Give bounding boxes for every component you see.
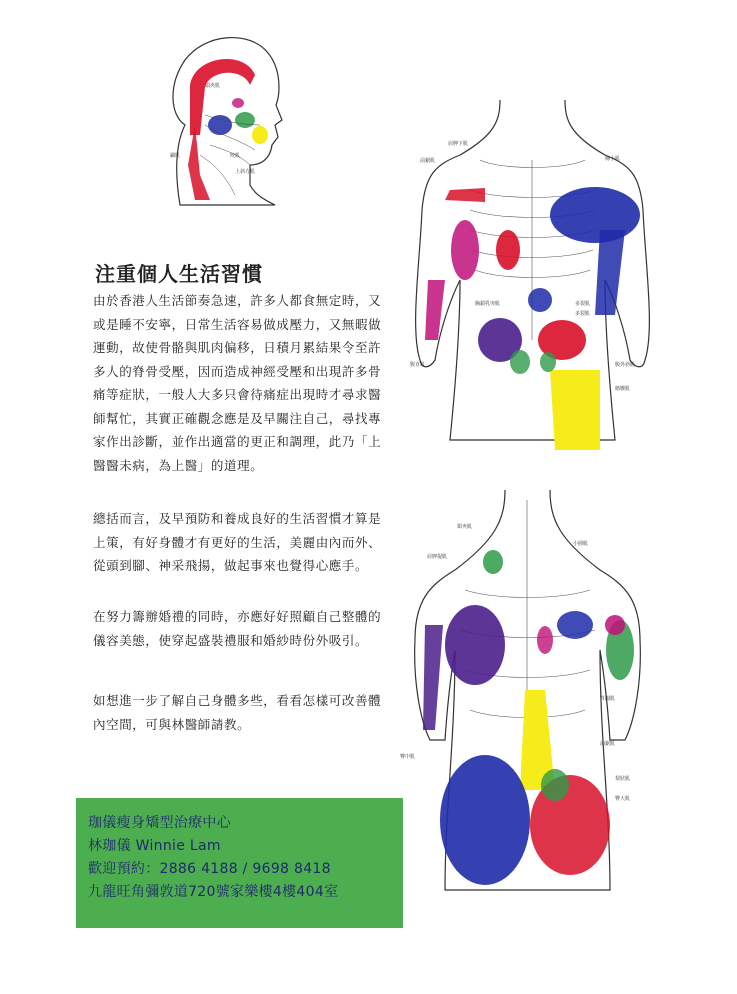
- front-label-4: 胸鎖乳突肌: [475, 301, 501, 307]
- article-paragraph: 總括而言，及早預防和養成良好的生活習慣才算是上策，有好身體才有更好的生活，美麗由內而外、從頭到腳、神采飛揚，做起事來也覺得心應手。: [93, 511, 382, 573]
- back-label-7: 梨狀肌: [615, 776, 631, 782]
- back-label-8: 臀大肌: [615, 796, 631, 802]
- contact-box: [76, 798, 403, 928]
- front-label-1: 肩胛下肌: [448, 141, 469, 147]
- article-paragraph: 由於香港人生活節奏急速，許多人都食無定時，又或是睡不安寧，日常生活容易做成壓力，又無暇做運動，故使骨骼與肌肉偏移，日積月累結果令至許多人的脊骨受壓，因而造成神經受壓和出現許多骨痛等症狀，一般人大多只會待痛症出現時才尋求醫師幫忙，其實正確觀念應是及早關注自己，尋找專家作出診斷，並作出適當的更正和調理，此乃「上醫醫未病，為上醫」的道理。: [93, 293, 382, 473]
- back-label-1: 頸夾肌: [457, 524, 473, 530]
- front-label-5: 多裂肌: [575, 301, 591, 307]
- head-label-2: 顳肌: [170, 153, 181, 159]
- back-torso-muscle-diagram: [385, 490, 670, 900]
- back-label-3: 小圓肌: [573, 541, 589, 547]
- head-label-1: 頭夾肌: [205, 83, 221, 89]
- back-label-6: 臀中肌: [400, 754, 416, 760]
- front-label-6: 腹直肌: [410, 362, 426, 368]
- head-muscle-diagram: [150, 25, 300, 210]
- back-label-4: 背闊肌: [600, 696, 616, 702]
- article-paragraph: 如想進一步了解自己身體多些，看看怎樣可改善體內空間，可與林醫師請教。: [93, 693, 382, 732]
- front-label-3: 胸小肌: [605, 156, 621, 162]
- back-label-2: 肩胛提肌: [427, 554, 448, 560]
- front-label-2: 前鋸肌: [420, 158, 436, 164]
- phone-line[interactable]: 歡迎預約：2886 4188 / 9698 8418: [88, 861, 331, 877]
- address-line: 九龍旺角彌敦道720號家樂樓4樓404室: [88, 884, 339, 900]
- back-label-5: 前鋸肌: [600, 741, 616, 747]
- practitioner-name: 林珈儀 Winnie Lam: [88, 838, 221, 854]
- front-torso-muscle-diagram: [400, 100, 670, 465]
- head-label-3: 咬肌: [230, 153, 241, 159]
- front-label-7: 腹外斜肌: [615, 362, 636, 368]
- front-label-9: 髂腰肌: [615, 386, 631, 392]
- center-name: 珈儀瘦身矯型治療中心: [88, 815, 231, 831]
- article-heading: 注重個人生活習慣: [95, 262, 263, 286]
- article-paragraph: 在努力籌辦婚禮的同時，亦應好好照顧自己整體的儀容美態，使穿起盛裝禮服和婚紗時份外吸引。: [93, 609, 382, 648]
- front-label-8: 多裂肌: [575, 311, 591, 317]
- head-label-4: 上斜方肌: [235, 169, 256, 175]
